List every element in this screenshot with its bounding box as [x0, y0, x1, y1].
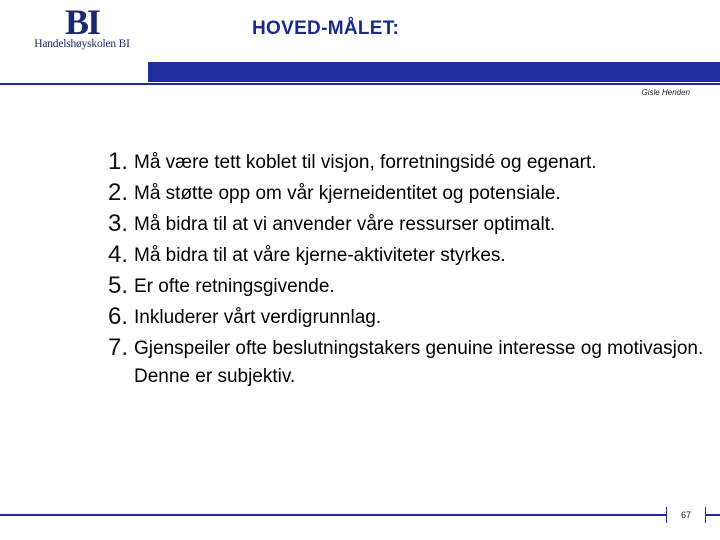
logo-text: Handelshøyskolen BI: [34, 38, 130, 50]
list-item-number: 3.: [108, 210, 129, 237]
page-number: 67: [666, 507, 706, 523]
page-title: HOVED-MÅLET:: [252, 18, 400, 39]
list-item-text: Inkluderer vårt verdigrunnlag.: [134, 307, 382, 328]
goal-list: [108, 148, 708, 393]
list-item-text: Er ofte retningsgivende.: [134, 276, 335, 297]
list-item: [108, 179, 708, 208]
list-item-number: 4.: [108, 241, 129, 268]
list-item-number: 2.: [108, 179, 129, 206]
list-item: [108, 272, 708, 301]
bi-logo-mark-icon: [52, 4, 112, 38]
svg-text:BI: BI: [64, 4, 100, 38]
list-item: [108, 210, 708, 239]
list-item-text: Må bidra til at våre kjerne-aktiviteter styrkes.: [134, 245, 506, 266]
list-item-text: Må støtte opp om vår kjerneidentitet og potensiale.: [134, 183, 561, 204]
list-item-number: 6.: [108, 303, 129, 330]
author-name: Gisle Henden: [641, 88, 690, 97]
list-item-number: 7.: [108, 334, 129, 361]
list-item: [108, 303, 708, 332]
list-item-number: 5.: [108, 272, 129, 299]
bi-logo: [14, 4, 144, 60]
footer-divider: [0, 514, 720, 516]
list-item-text: Må bidra til at vi anvender våre ressurser optimalt.: [134, 214, 556, 235]
list-item: [108, 334, 708, 391]
list-item: [108, 241, 708, 270]
list-item-number: 1.: [108, 148, 129, 175]
header-band: [148, 62, 720, 82]
list-item: [108, 148, 708, 177]
list-item-text: Må være tett koblet til visjon, forretningsidé og egenart.: [134, 152, 597, 173]
header-divider: [0, 83, 720, 85]
list-item-text: Gjenspeiler ofte beslutningstakers genuine interesse og motivasjon. Denne er subjektiv.: [134, 338, 704, 387]
